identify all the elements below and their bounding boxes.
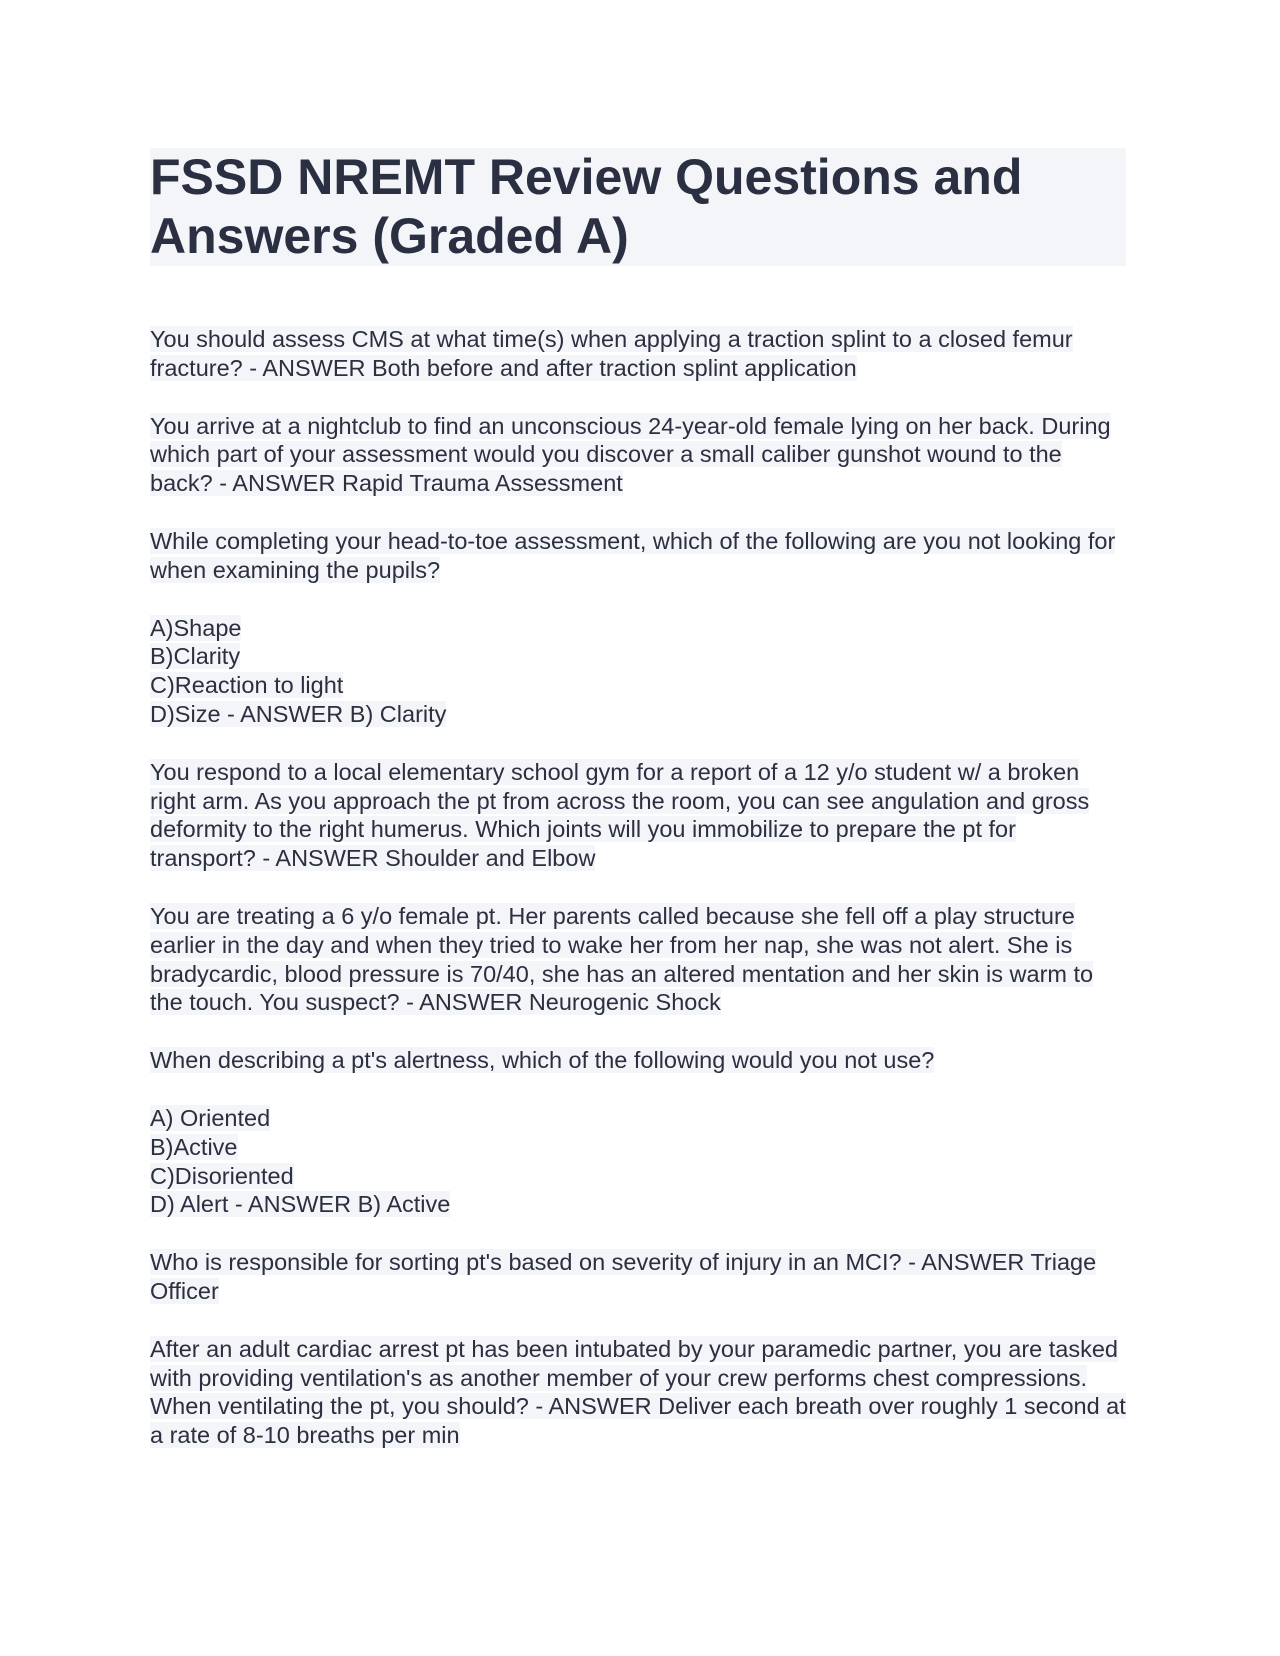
option-line [150, 671, 1126, 700]
question-1 [150, 325, 1126, 383]
question-4-text: You respond to a local elementary school gym for a report of a 12 y/o student w/ a broken right arm. As you approach the pt from across the room, you can see angulation and gross deformity to the right humerus. Which joints will you immobilize to prepare the pt for transport? - ANSWER Shoulder and Elbow [150, 758, 1090, 872]
option-line [150, 642, 1126, 671]
question-3-text: While completing your head-to-toe assessment, which of the following are you not looking for when examining the pupils? [150, 527, 1116, 583]
document-page [150, 148, 1126, 1479]
question-8-text: After an adult cardiac arrest pt has been intubated by your paramedic partner, you are tasked with providing ventilation's as another member of your crew performs chest compressions. When ventilating the pt, you should? - ANSWER Deliver each breath over roughly 1 second at a rate of 8-10 breaths per min [150, 1335, 1126, 1449]
option-text: B)Active [150, 1133, 238, 1160]
option-text: B)Clarity [150, 643, 241, 670]
document-title: FSSD NREMT Review Questions and Answers (Graded A) [150, 148, 1126, 266]
question-5 [150, 902, 1126, 1017]
question-6-options [150, 1104, 1126, 1219]
option-text: D) Alert - ANSWER B) Active [150, 1191, 451, 1218]
option-line [150, 1190, 1126, 1219]
option-text: D)Size - ANSWER B) Clarity [150, 700, 447, 727]
document-body [150, 325, 1126, 1450]
question-6 [150, 1046, 1126, 1075]
option-line [150, 1104, 1126, 1133]
option-text: A)Shape [150, 614, 242, 641]
question-3 [150, 527, 1126, 585]
question-7-text: Who is responsible for sorting pt's based on severity of injury in an MCI? - ANSWER Triage Officer [150, 1249, 1097, 1304]
question-5-text: You are treating a 6 y/o female pt. Her parents called because she fell off a play structure earlier in the day and when they tried to wake her from her nap, she was not alert. She is bradycardic, blood pressure is 70/40, she has an altered mentation and her skin is warm to the touch. You suspect? - ANSWER Neurogenic Shock [150, 902, 1094, 1016]
question-7 [150, 1248, 1126, 1306]
question-4 [150, 758, 1126, 873]
option-text: C)Reaction to light [150, 672, 344, 699]
option-line [150, 1162, 1126, 1191]
option-line [150, 1133, 1126, 1162]
question-8 [150, 1335, 1126, 1450]
question-1-text: You should assess CMS at what time(s) when applying a traction splint to a closed femur fracture? - ANSWER Both before and after traction splint application [150, 326, 1073, 381]
question-2 [150, 412, 1126, 498]
question-6-text: When describing a pt's alertness, which of the following would you not use? [150, 1047, 935, 1074]
question-3-options [150, 614, 1126, 729]
option-line [150, 614, 1126, 643]
option-text: A) Oriented [150, 1104, 271, 1131]
option-line [150, 700, 1126, 729]
question-2-text: You arrive at a nightclub to find an unconscious 24-year-old female lying on her back. During which part of your assessment would you discover a small caliber gunshot wound to the back? - ANSWER Rapid Trauma Assessment [150, 412, 1111, 497]
option-text: C)Disoriented [150, 1162, 294, 1189]
